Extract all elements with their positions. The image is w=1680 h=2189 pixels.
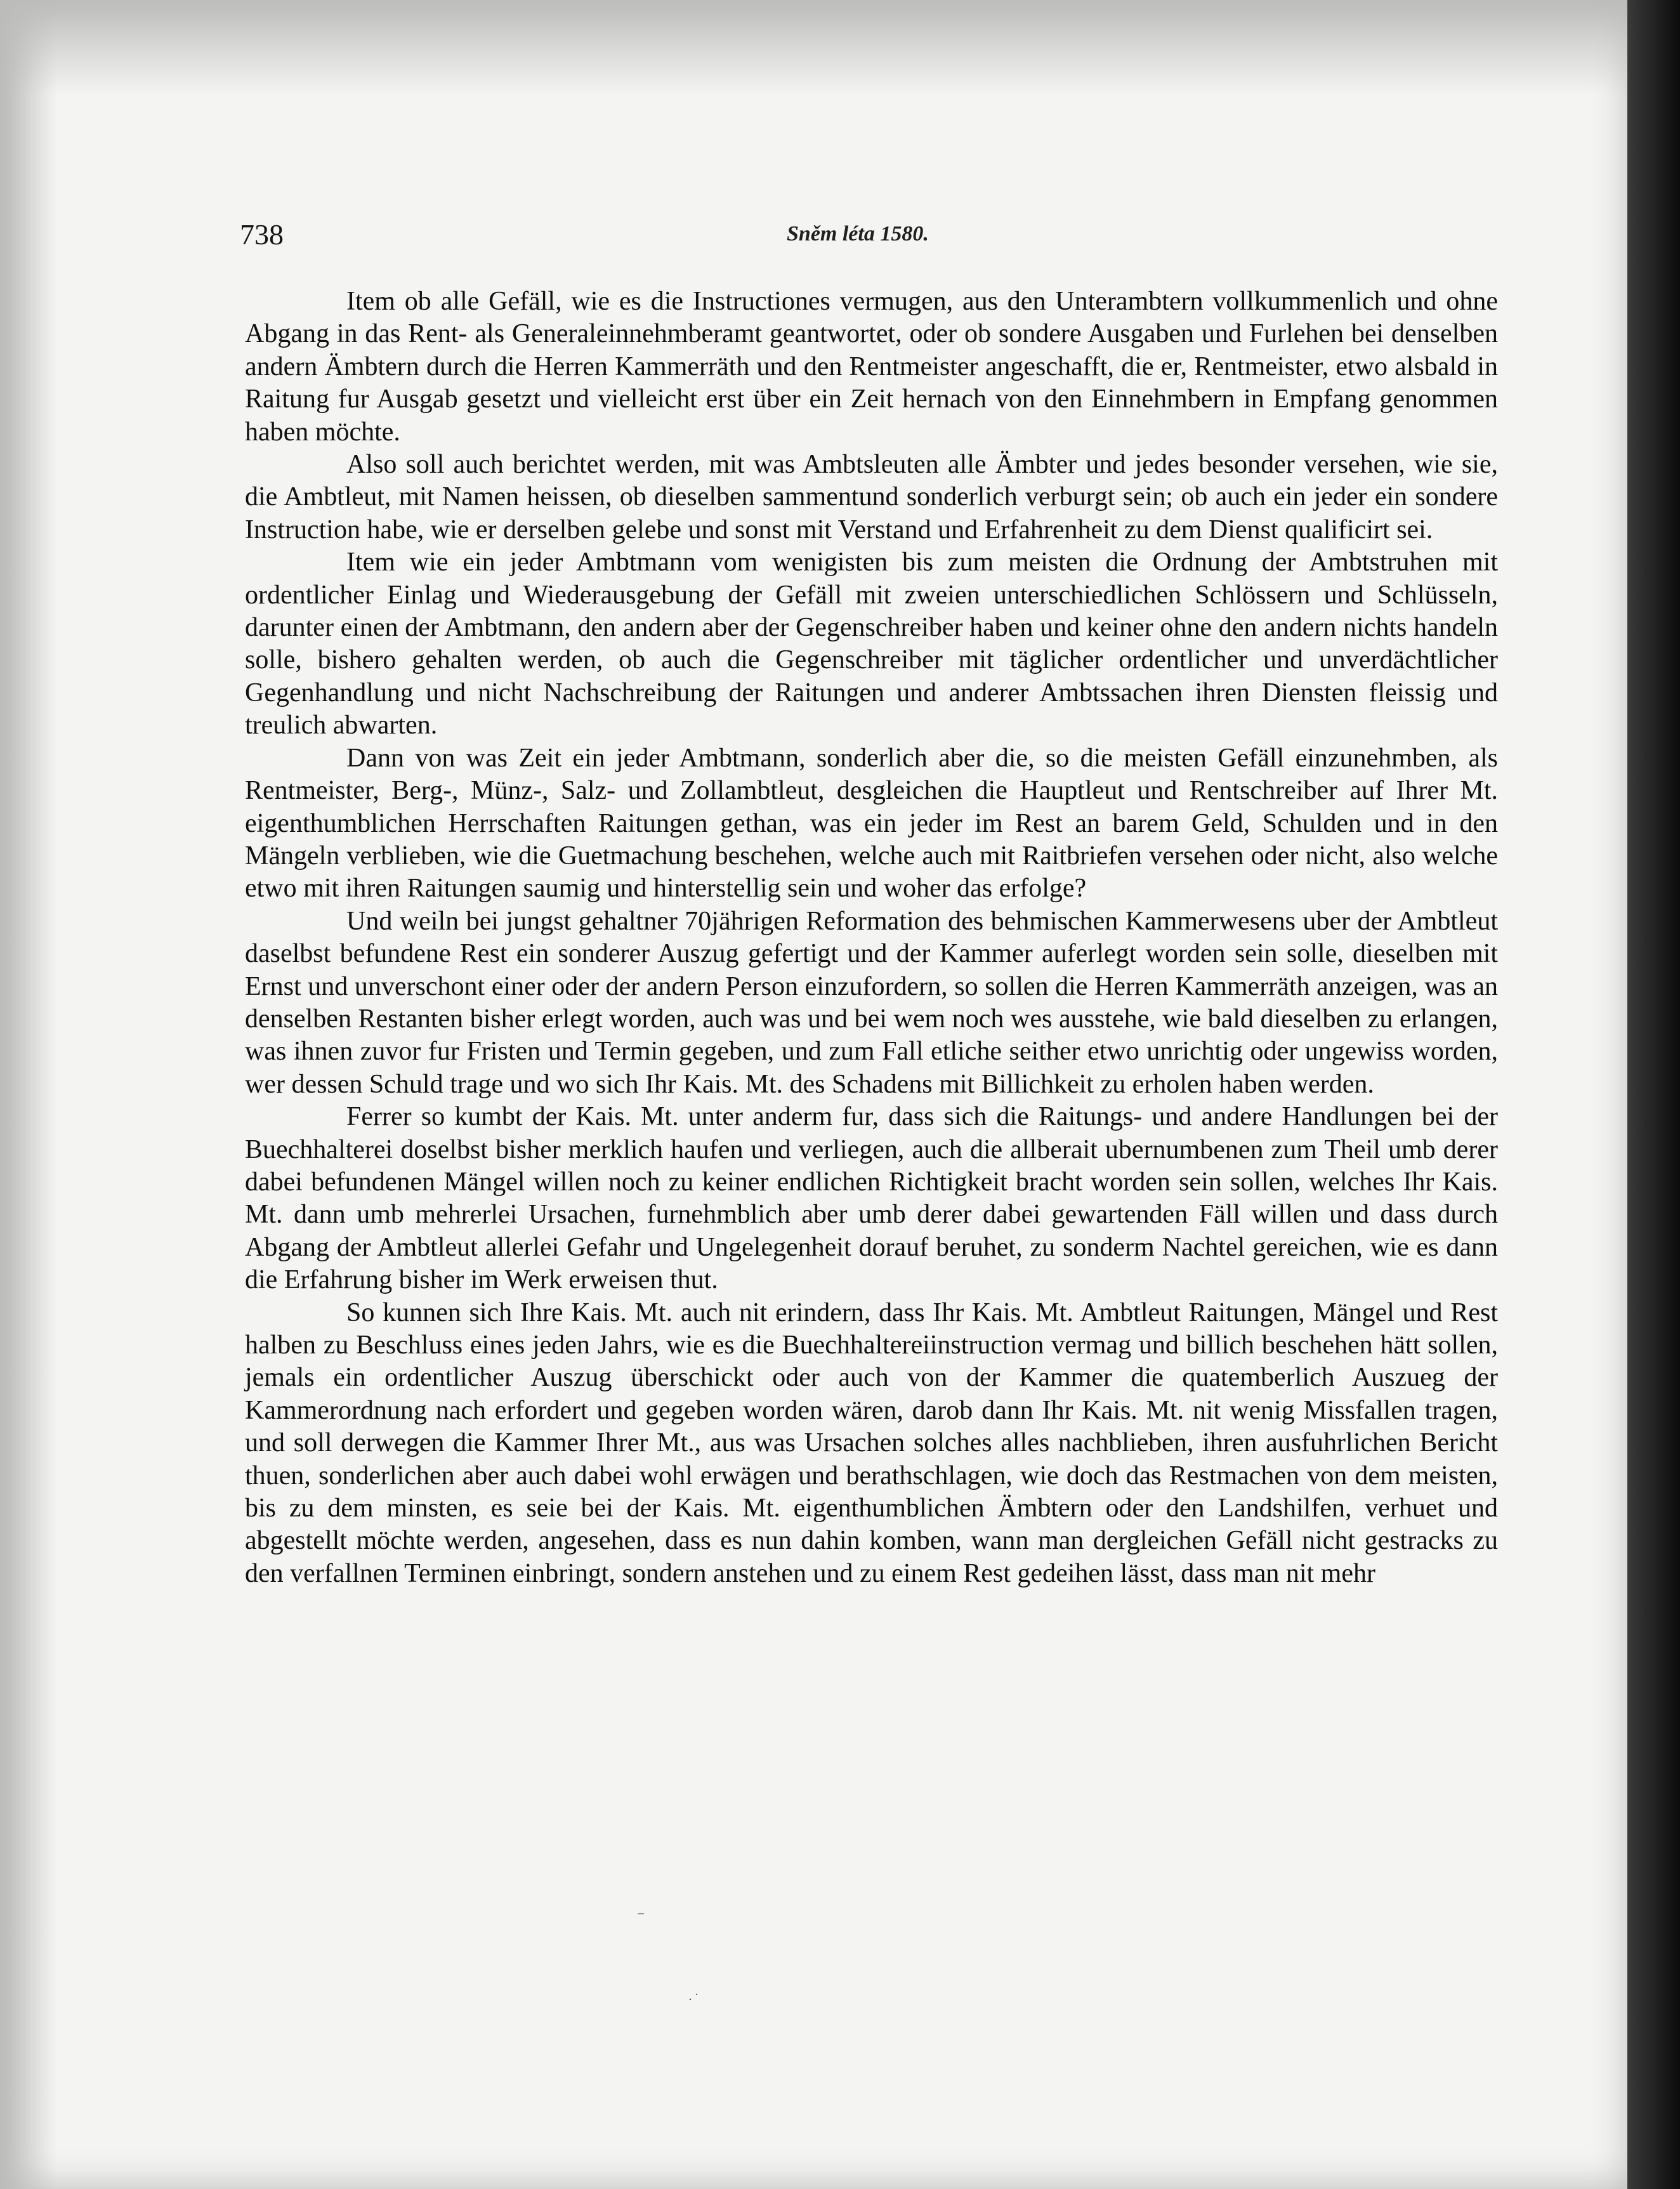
scan-left-shadow xyxy=(0,0,57,2189)
paragraph-4: Dann von was Zeit ein jeder Ambtmann, sonderlich aber die, so die meisten Gefäll einzunehmben, als Rentmeister, Berg-, Münz-, Salz- und Zollambtleut, desgleichen die Hauptleut und Rentschreiber auf Ihrer Mt. eigenthumblichen Herrschaften Raitungen gethan, was ein jeder im Rest an barem Geld, Schulden und in den Mängeln verblieben, wie die Guetmachung beschehen, welche auch mit Raitbriefen versehen oder nicht, also welche etwo mit ihren Raitungen saumig und hinterstellig sein und woher das erfolge? xyxy=(245,743,1498,904)
scan-right-edge xyxy=(1627,0,1680,2189)
paragraph-5: Und weiln bei jungst gehaltner 70jährigen Reformation des behmischen Kammerwesens uber der Ambtleut daselbst befundene Rest ein sonderer Auszug gefertigt und der Kammer auferlegt worden sein solle, dieselben mit Ernst und unverschont einer oder der andern Person einzufordern, so sollen die Herren Kammerräth anzeigen, was an denselben Restanten bisher erlegt worden, auch was und bei wem noch wes ausstehe, wie bald dieselben zu erlangen, was ihnen zuvor fur Fristen und Termin gegeben, und zum Fall etliche seither etwo unrichtig oder ungewiss worden, wer dessen Schuld trage und wo sich Ihr Kais. Mt. des Schadens mit Billichkeit zu erholen haben werden. xyxy=(245,906,1498,1099)
body-text xyxy=(245,286,1498,1590)
scan-top-shadow xyxy=(0,0,1631,95)
scan-speck: · ˙ xyxy=(688,1992,699,2005)
paragraph-1: Item ob alle Gefäll, wie es die Instructiones vermugen, aus den Unterambtern vollkummenlich und ohne Abgang in das Rent- als Generaleinnehmberamt geantwortet, oder ob sondere Ausgaben und Furlehen bei denselben andern Ämbtern durch die Herren Kammerräth und den Rentmeister angeschafft, die er, Rentmeister, etwo alsbald in Raitung fur Ausgab gesetzt und vielleicht erst über ein Zeit hernach von den Einnehmbern in Empfang genommen haben möchte. xyxy=(245,287,1498,447)
scan-speck: – xyxy=(638,1907,645,1919)
paragraph-2: Also soll auch berichtet werden, mit was Ambtsleuten alle Ämbter und jedes besonder versehen, wie sie, die Ambtleut, mit Namen heissen, ob dieselben sammentund sonderlich verburgt sein; ob auch ein jeder ein sondere Instruction habe, wie er derselben gelebe und sonst mit Verstand und Erfahrenheit zu dem Dienst qualificirt sei. xyxy=(245,450,1498,544)
paragraph-3: Item wie ein jeder Ambtmann vom wenigisten bis zum meisten die Ordnung der Ambtstruhen mit ordentlicher Einlag und Wiederausgebung der Gefäll mit zweien unterschiedlichen Schlössern und Schlüsseln, darunter einen der Ambtmann, den andern aber der Gegenschreiber haben und keiner ohne den andern nichts handeln solle, bishero gehalten werden, ob auch die Gegenschreiber mit täglicher ordentlicher und unverdächtlicher Gegenhandlung und nicht Nachschreibung der Raitungen und anderer Ambtssachen ihren Diensten fleissig und treulich abwarten. xyxy=(245,548,1498,740)
paragraph-6: Ferrer so kumbt der Kais. Mt. unter anderm fur, dass sich die Raitungs- und andere Handlungen bei der Buechhalterei doselbst bisher merklich haufen und verliegen, auch die allberait ubernumbenen zum Theil umb derer dabei befundenen Mängel willen noch zu keiner endlichen Richtigkeit bracht worden sein sollen, welches Ihr Kais. Mt. dann umb mehrerlei Ursachen, furnehmblich aber umb derer dabei gewartenden Fäll willen und dass durch Abgang der Ambtleut allerlei Gefahr und Ungelegenheit dorauf beruhet, zu sonderm Nachtel gereichen, wie es dann die Erfahrung bisher im Werk erweisen thut. xyxy=(245,1102,1498,1295)
running-title: Sněm léta 1580. xyxy=(787,222,929,246)
page-number: 738 xyxy=(240,218,284,251)
paragraph-7: So kunnen sich Ihre Kais. Mt. auch nit erindern, dass Ihr Kais. Mt. Ambtleut Raitungen, Mängel und Rest halben zu Beschluss eines jeden Jahrs, wie es die Buechhaltereiinstruction vermag und billich beschehen hätt sollen, jemals ein ordentlicher Auszug überschickt oder auch von der Kammer die quatemberlich Auszueg der Kammerordnung nach erfordert und gegeben worden wären, darob dann Ihr Kais. Mt. nit wenig Missfallen tragen, und soll derwegen die Kammer Ihrer Mt., aus was Ursachen solches alles nachblieben, ihren ausfuhrlichen Bericht thuen, sonderlichen aber auch dabei wohl erwägen und berathschlagen, wie doch das Restmachen von dem meisten, bis zu dem minsten, es seie bei der Kais. Mt. eigenthumblichen Ämbtern oder den Landshilfen, verhuet und abgestellt möchte werden, angesehen, dass es nun dahin komben, wann man dergleichen Gefäll nicht gestracks zu den verfallnen Terminen einbringt, sondern anstehen und zu einem Rest gedeihen lässt, dass man nit mehr xyxy=(245,1298,1498,1588)
